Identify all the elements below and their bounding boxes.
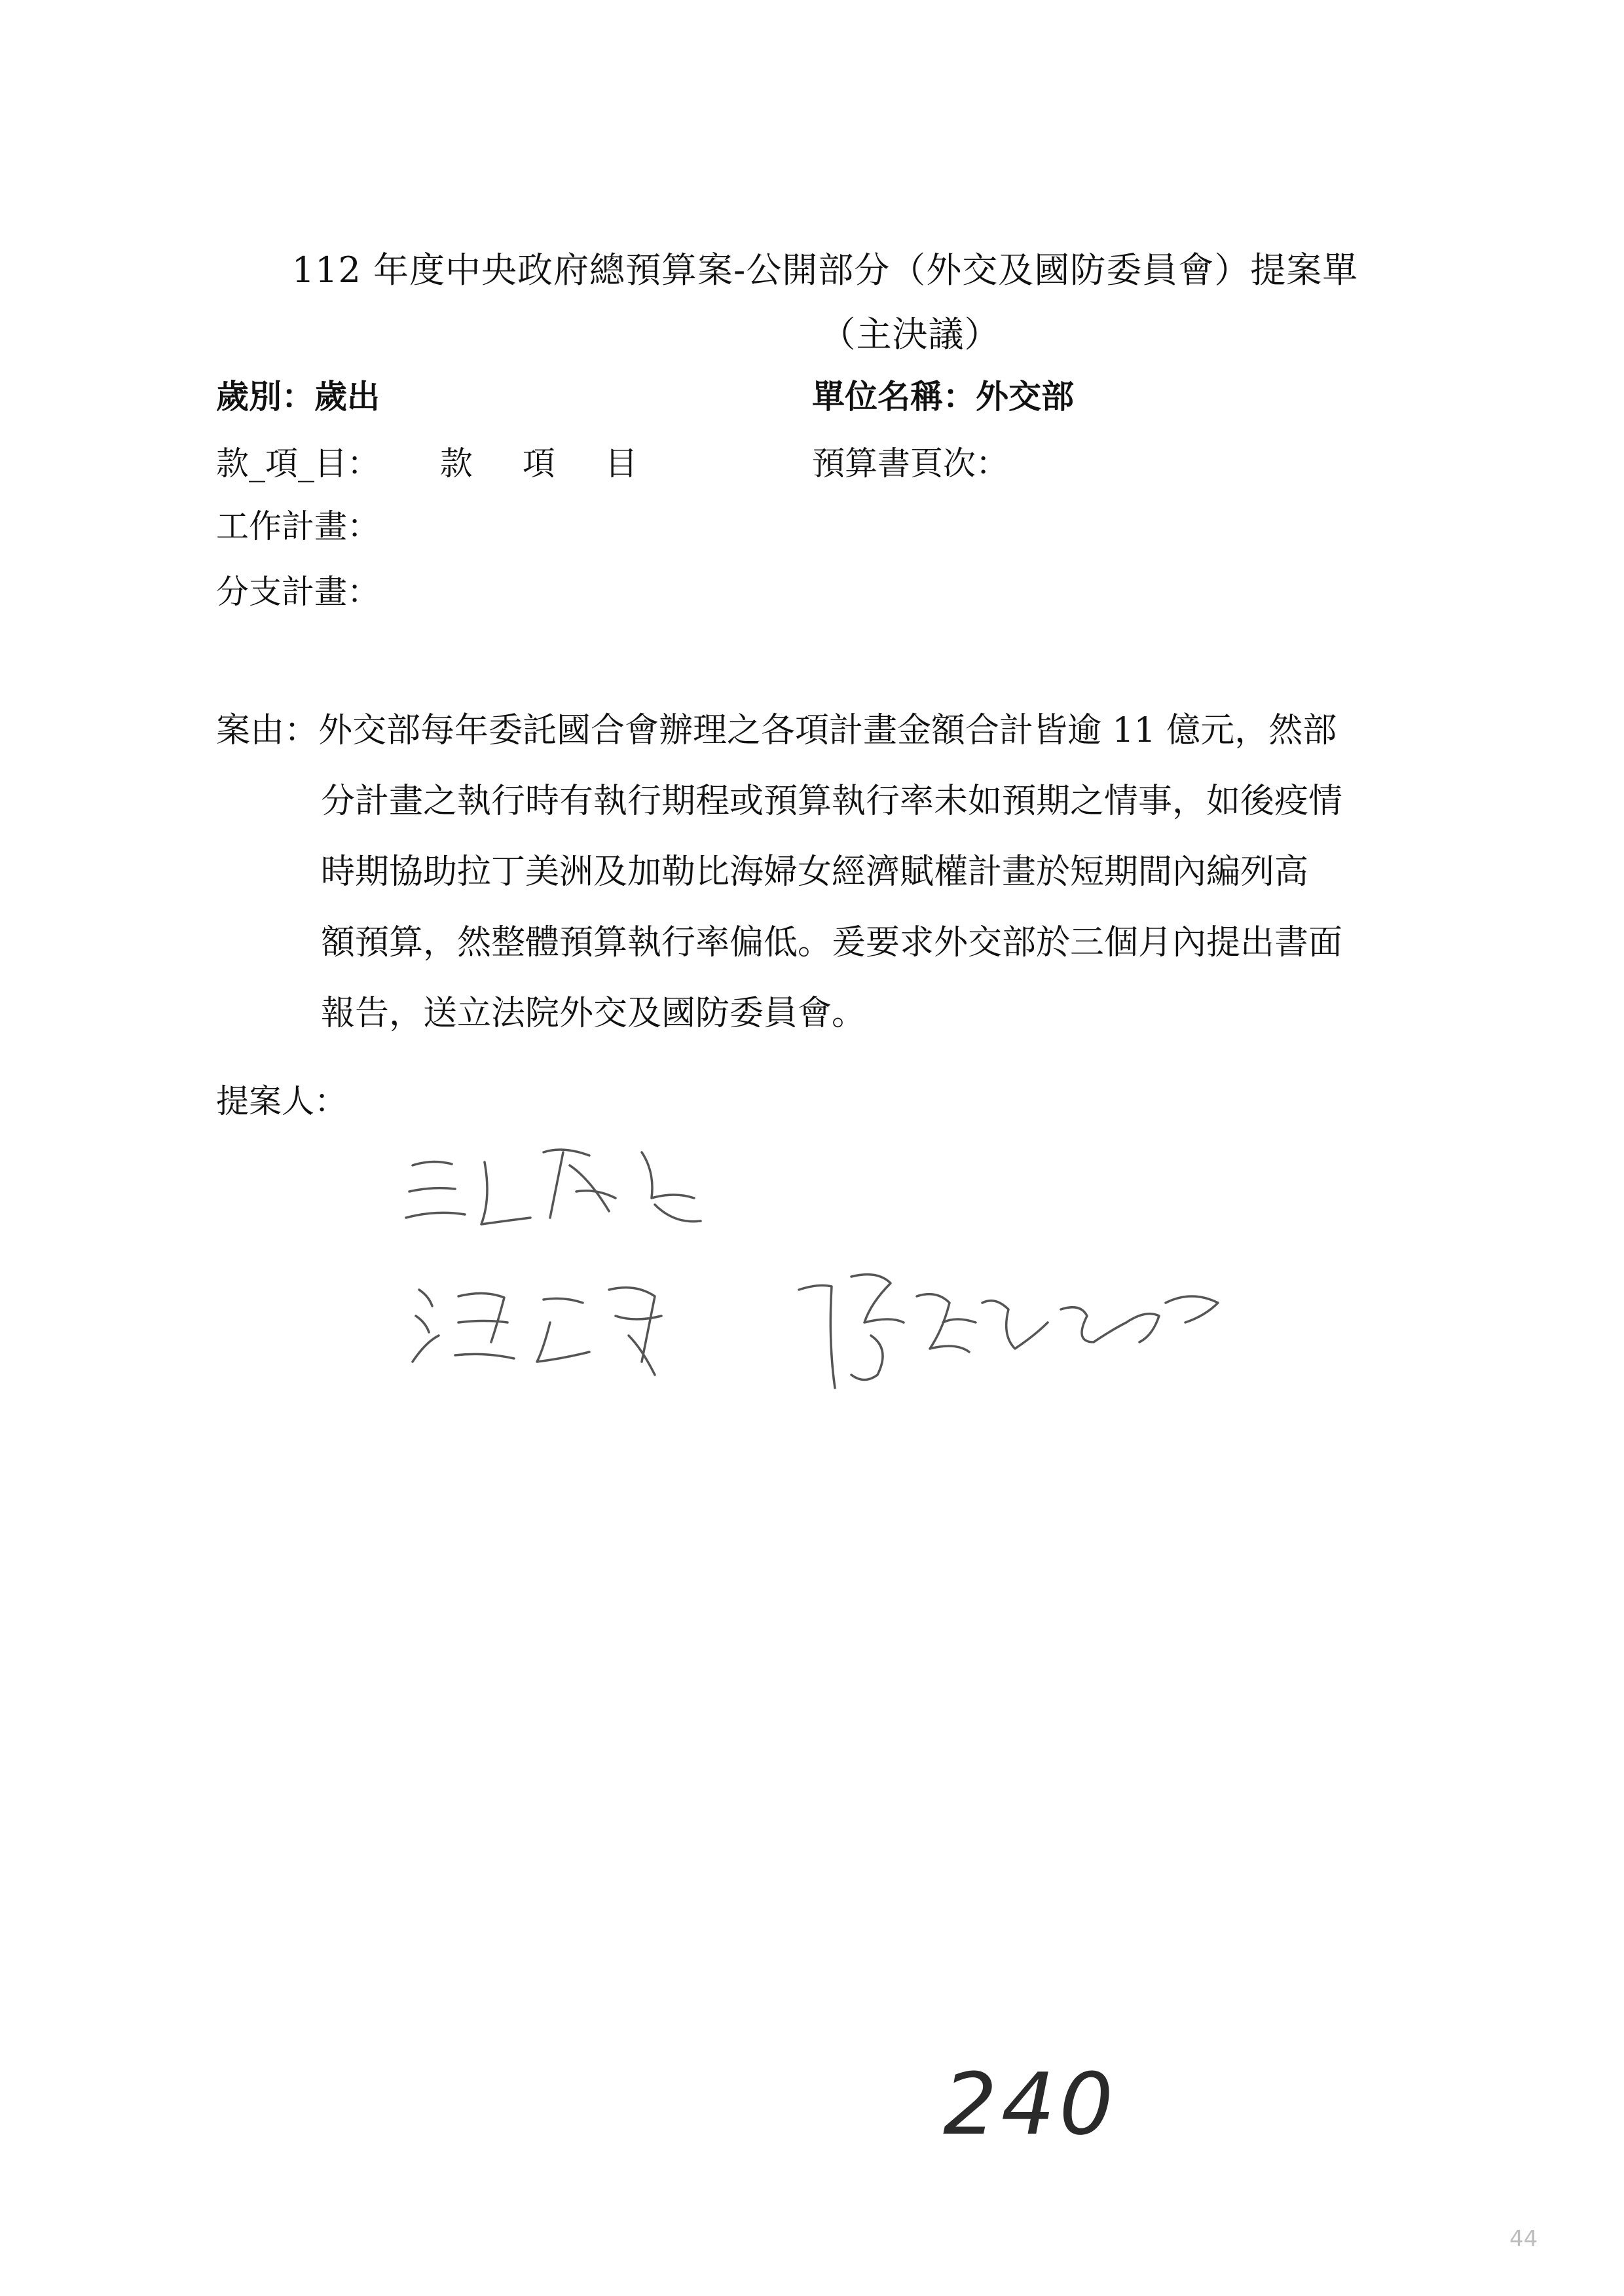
item-kuan: 款 xyxy=(439,445,473,483)
proposers-field xyxy=(216,1080,347,1122)
budget-page-label: 預算書頁次： xyxy=(812,445,1008,483)
case-line-1: 外交部每年委託國合會辦理之各項計畫金額合計皆逾 11 億元，然部 xyxy=(318,711,1337,750)
item-xiang: 項 xyxy=(522,445,555,483)
items-label: 款_項_目： xyxy=(216,445,380,483)
corner-mark: 44 xyxy=(1509,2226,1538,2252)
document-title-line1: 112 年度中央政府總預算案-公開部分（外交及國防委員會）提案單 xyxy=(291,249,1359,291)
item-mu: 目 xyxy=(604,445,638,483)
items-field xyxy=(216,443,638,484)
work-plan-field xyxy=(216,505,380,547)
budget-page-field xyxy=(812,443,1008,484)
signature-2 xyxy=(413,1288,661,1375)
case-section xyxy=(216,695,1454,1049)
signature-3 xyxy=(799,1275,1218,1388)
signature-1 xyxy=(406,1150,701,1224)
case-line-3: 時期協助拉丁美洲及加勒比海婦女經濟賦權計畫於短期間內編列高 xyxy=(321,852,1309,892)
document-title-line2: （主決議） xyxy=(820,314,1001,355)
case-line-1-row xyxy=(216,695,1454,766)
unit-field xyxy=(812,376,1074,418)
sub-plan-label: 分支計畫： xyxy=(216,573,380,611)
category-label: 歲別： xyxy=(216,378,314,416)
case-line-4: 額預算，然整體預算執行率偏低。爰要求外交部於三個月內提出書面 xyxy=(321,923,1343,962)
unit-label: 單位名稱： xyxy=(812,378,976,416)
page-number: 240 xyxy=(943,2054,1118,2154)
category-field xyxy=(216,376,380,418)
handwritten-signatures xyxy=(393,1126,1310,1467)
sub-plan-field xyxy=(216,571,380,613)
category-value: 歲出 xyxy=(314,378,380,416)
proposers-label: 提案人： xyxy=(216,1082,347,1120)
unit-value: 外交部 xyxy=(976,378,1074,416)
work-plan-label: 工作計畫： xyxy=(216,507,380,545)
case-line-5: 報告，送立法院外交及國防委員會。 xyxy=(321,994,866,1033)
case-line-2: 分計畫之執行時有執行期程或預算執行率未如預期之情事，如後疫情 xyxy=(321,782,1343,821)
case-label: 案由： xyxy=(216,711,319,750)
